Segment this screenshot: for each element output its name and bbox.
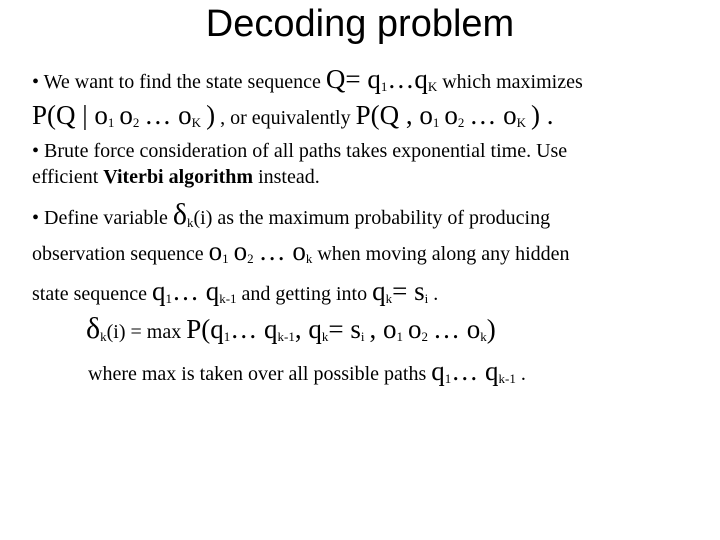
subscript: k [321,329,329,344]
subscript: K [191,115,202,130]
subscript: K [516,115,526,130]
subscript: 2 [421,329,428,344]
math: … o [469,100,517,130]
subscript: k-1 [219,291,237,306]
text-line-2 [32,100,554,131]
math: … o [144,100,192,130]
math: o [407,314,422,344]
math: δ [172,198,187,231]
text-line-1 [32,64,583,95]
text: , or equivalently [220,107,351,129]
subscript: k [305,251,313,266]
math: , o [369,314,397,344]
bold-text: Viterbi algorithm [103,166,254,188]
text: which maximizes [442,71,583,93]
subscript: 1 [223,329,231,344]
text: when moving along any hidden [317,243,570,265]
math: P(Q , o [355,100,433,130]
text: . [433,283,439,305]
math: ) [206,100,216,130]
subscript: k [480,329,487,344]
subscript: 1 [222,251,229,266]
text: instead. [258,166,320,188]
math: o [208,236,223,266]
subscript: k [186,215,194,230]
text: Define variable [44,207,168,229]
text: Brute force consideration of all paths takes exponential time. Use [44,140,568,162]
math: … o [432,314,481,344]
subscript: 2 [247,251,254,266]
text-line-6 [32,236,570,267]
text: efficient [32,166,99,188]
subscript: k [385,291,393,306]
math: … q [171,276,220,306]
math: , q [294,314,322,344]
bullet: • [32,207,40,229]
text-line-7 [32,276,438,307]
math: o [119,100,133,130]
slide-title: Decoding problem [205,3,515,45]
text: where max is taken over all possible paths [88,363,427,385]
bullet: • [32,71,40,93]
text: observation sequence [32,243,204,265]
text: (i) = max [106,321,182,343]
subscript: 1 [380,79,388,94]
math: = s [392,276,425,306]
subscript: 1 [444,371,452,386]
bullet: • [32,140,40,162]
subscript: 1 [107,115,115,130]
math: q [431,356,445,386]
subscript: k [100,329,107,344]
math: = s [328,314,361,344]
subscript: 2 [457,115,465,130]
subscript: i [424,291,429,306]
math: …q [387,64,428,94]
subscript: k-1 [277,329,295,344]
math: q [372,276,386,306]
math: o [444,100,458,130]
text: . [520,363,526,385]
math: o [233,236,248,266]
text-line-3 [32,140,567,163]
text: We want to find the state sequence [43,71,321,93]
text-line-4 [32,166,320,189]
subscript: K [427,79,438,94]
math: … o [258,236,306,266]
text: and getting into [241,283,368,305]
math: P(q [186,314,224,344]
math: P(Q | o [32,100,108,130]
math: ) . [531,100,554,130]
subscript: 1 [396,329,403,344]
text: state sequence [32,283,147,305]
text-line-9 [88,356,526,387]
subscript: i [360,329,365,344]
math: δ [86,312,101,345]
subscript: 2 [132,115,140,130]
subscript: 1 [432,115,440,130]
subscript: k-1 [498,371,516,386]
subscript: 1 [165,291,172,306]
math: … q [230,314,278,344]
text-line-8 [86,312,496,346]
text-line-5 [32,198,550,232]
math: q [151,276,166,306]
text: (i) as the maximum probability of producing [193,207,551,229]
math: Q= q [325,64,381,94]
math: ) [486,314,496,344]
math: … q [451,356,499,386]
